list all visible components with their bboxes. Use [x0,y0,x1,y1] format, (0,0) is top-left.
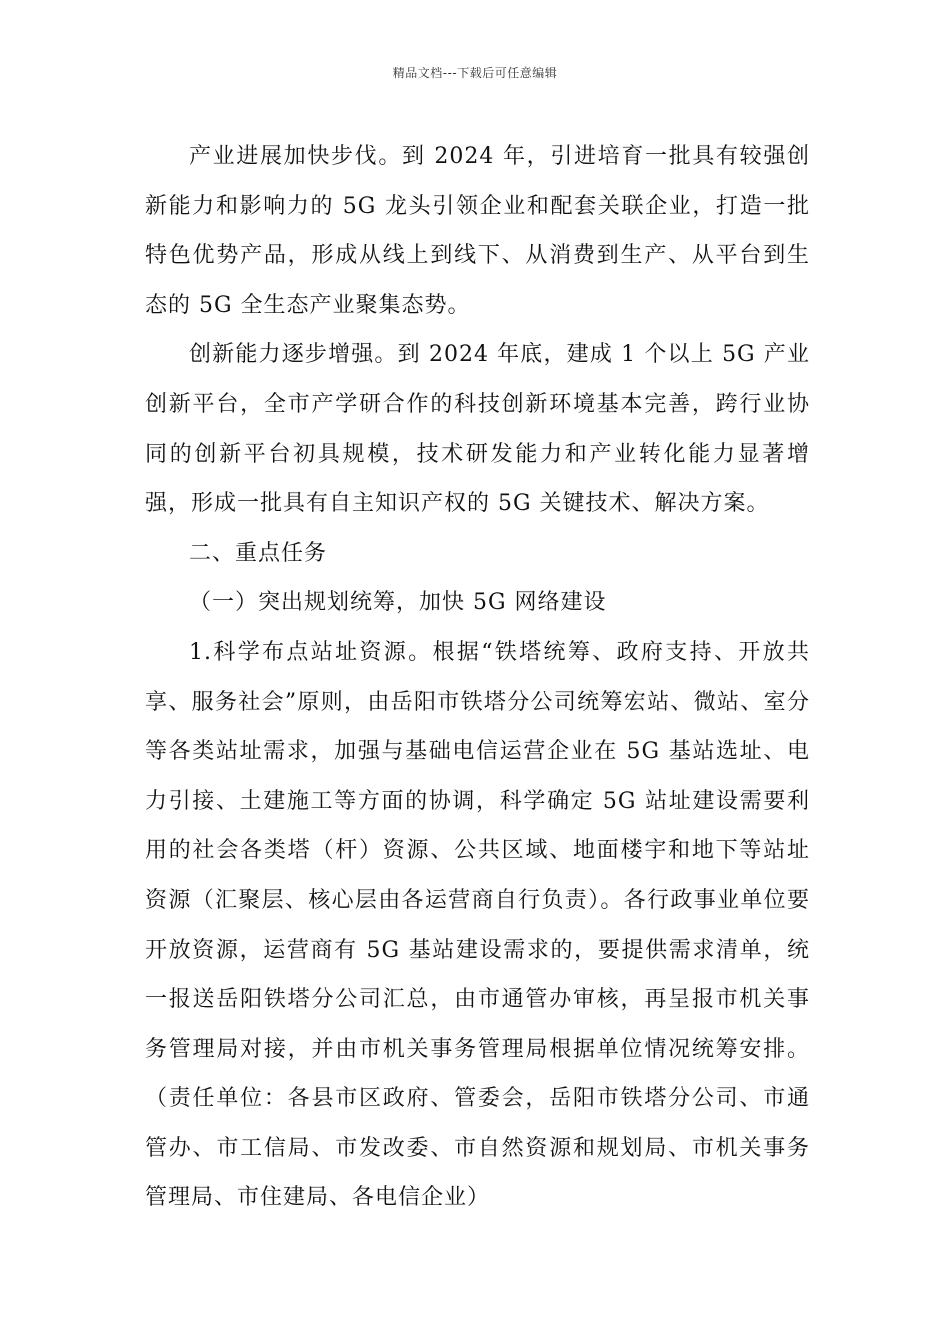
paragraph-site-resources: 1.科学布点站址资源。根据“铁塔统筹、政府支持、开放共享、服务社会”原则，由岳阳市铁塔分公司统筹宏站、微站、室分等各类站址需求，加强与基础电信运营企业在 5G 基站选址、电力引接、土建施工等方面的协调，科学确定 5G 站址建设需要利用的社会各类塔（杆）资源、公共区域、地面楼宇和地下等站址资源（汇聚层、核心层由各运营商自行负责）。各行政事业单位要开放资源，运营商有 5G 基站建设需求的，要提供需求清单，统一报送岳阳铁塔分公司汇总，由市通管办审核，再呈报市机关事务管理局对接，并由市机关事务管理局根据单位情况统筹安排。（责任单位：各县市区政府、管委会，岳阳市铁塔分公司、市通管办、市工信局、市发改委、市自然资源和规划局、市机关事务管理局、市住建局、各电信企业） [145,639,810,1211]
paragraph-innovation-capacity: 创新能力逐步增强。到 2024 年底，建成 1 个以上 5G 产业创新平台，全市产学研合作的科技创新环境基本完善，跨行业协同的创新平台初具规模，技术研发能力和产业转化能力显著增强，形成一批具有自主知识产权的 5G 关键技术、解决方案。 [145,342,810,517]
subsection-heading-planning: （一）突出规划统筹，加快 5G 网络建设 [189,590,607,616]
page-header: 精品文档---下载后可任意编辑 [392,66,558,80]
paragraph-industry-progress: 产业进展加快步伐。到 2024 年，引进培育一批具有较强创新能力和影响力的 5G 龙头引领企业和配套关联企业，打造一批特色优势产品，形成从线上到线下、从消费到生产、从平台到生态的 5G 全生态产业聚集态势。 [145,144,810,318]
section-heading-key-tasks: 二、重点任务 [189,540,328,566]
document-body [145,132,810,1223]
